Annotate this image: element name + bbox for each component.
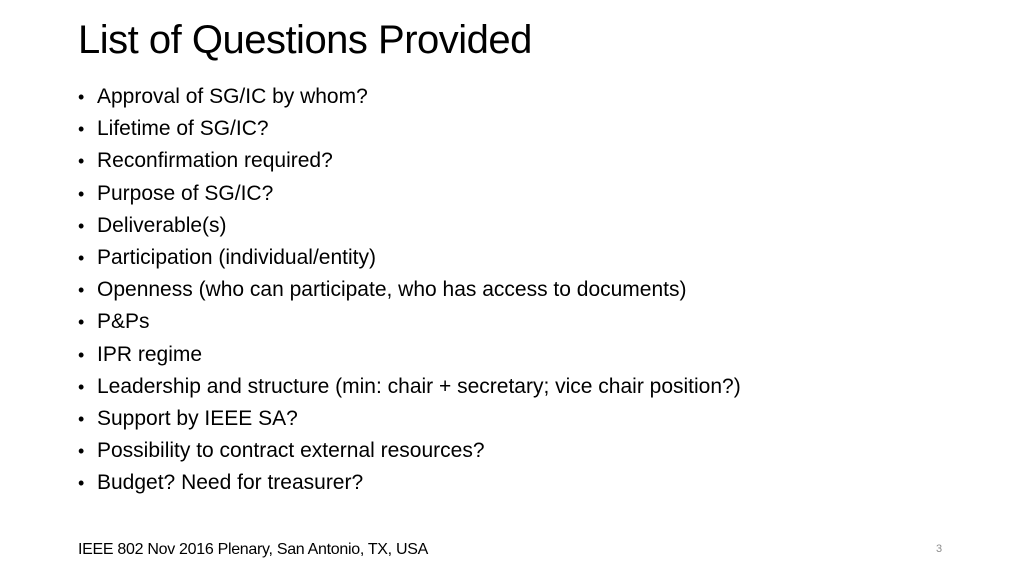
list-item-text: Purpose of SG/IC? (97, 181, 274, 205)
list-item (78, 404, 741, 436)
list-item (78, 114, 741, 146)
list-item (78, 468, 741, 500)
question-list (78, 82, 741, 500)
list-item (78, 82, 741, 114)
bullet-icon: • (78, 441, 85, 462)
list-item (78, 307, 741, 339)
bullet-icon: • (78, 376, 85, 397)
list-item (78, 179, 741, 211)
list-item-text: P&Ps (97, 310, 150, 334)
list-item-text: IPR regime (97, 342, 203, 366)
bullet-icon: • (78, 183, 85, 204)
list-item-text: Approval of SG/IC by whom? (97, 85, 368, 108)
bullet-icon: • (78, 280, 85, 301)
bullet-icon: • (78, 119, 85, 140)
bullet-icon: • (78, 215, 85, 236)
list-item (78, 275, 741, 307)
bullet-icon: • (78, 247, 85, 268)
list-item-text: Openness (who can participate, who has access to documents) (97, 278, 687, 302)
slide-footer: IEEE 802 Nov 2016 Plenary, San Antonio, TX, USA (78, 541, 428, 558)
list-item (78, 211, 741, 243)
list-item-text: Deliverable(s) (97, 213, 227, 237)
bullet-icon: • (78, 151, 85, 172)
page-number: 3 (936, 543, 943, 555)
list-item-text: Support by IEEE SA? (97, 406, 298, 430)
list-item (78, 372, 741, 404)
list-item-text: Reconfirmation required? (97, 149, 333, 173)
list-item (78, 340, 741, 372)
list-item-text: Lifetime of SG/IC? (97, 117, 269, 141)
list-item (78, 243, 741, 275)
bullet-icon: • (78, 473, 85, 494)
bullet-icon: • (78, 408, 85, 429)
list-item-text: Participation (individual/entity) (97, 245, 376, 269)
bullet-icon: • (78, 87, 85, 107)
bullet-icon: • (78, 344, 85, 365)
list-item (78, 146, 741, 178)
list-item-text: Possibility to contract external resources? (97, 439, 485, 463)
bullet-icon: • (78, 312, 85, 333)
list-item-text: Budget? Need for treasurer? (97, 471, 364, 495)
list-item-text: Leadership and structure (min: chair + secretary; vice chair position?) (97, 374, 741, 398)
slide-title: List of Questions Provided (78, 18, 532, 62)
list-item (78, 436, 741, 468)
